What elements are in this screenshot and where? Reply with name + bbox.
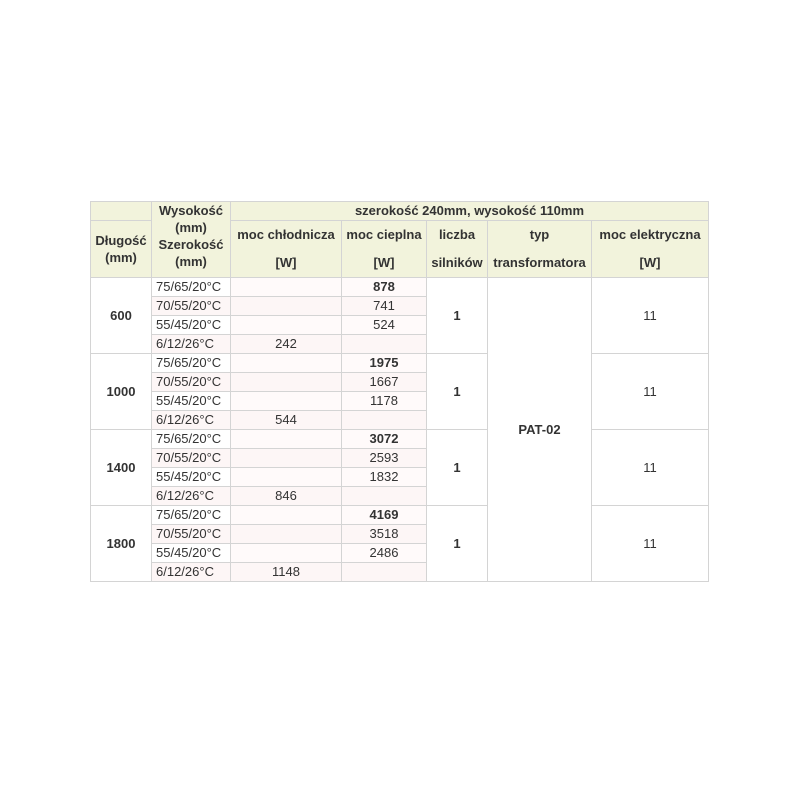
transformer-label-2: transformatora [493,255,586,270]
length-label-2: (mm) [105,250,137,265]
heating-cell: 2593 [342,449,427,468]
condition-cell: 55/45/20°C [152,316,231,335]
group-title: szerokość 240mm, wysokość 110mm [231,202,709,221]
heating-label: moc cieplna [346,227,422,242]
dim-label-1: Wysokość [158,203,224,218]
cooling-cell [231,449,342,468]
condition-cell: 70/55/20°C [152,297,231,316]
table-row [91,506,709,525]
cooling-cell [231,297,342,316]
length-cell: 1000 [91,354,152,430]
cooling-cell [231,392,342,411]
cooling-cell [231,278,342,297]
length-cell: 1800 [91,506,152,582]
header-corner [91,202,152,221]
electric-cell: 11 [592,430,709,506]
motors-label-2: silników [431,255,483,270]
table-row [91,354,709,373]
condition-cell: 55/45/20°C [152,468,231,487]
spec-table [90,201,709,582]
length-cell: 600 [91,278,152,354]
cooling-cell: 846 [231,487,342,506]
cooling-cell [231,506,342,525]
motors-cell: 1 [427,430,488,506]
cooling-cell: 242 [231,335,342,354]
dimension-header [152,202,231,278]
motors-label-1: liczba [438,227,476,242]
condition-cell: 55/45/20°C [152,544,231,563]
heating-cell [342,487,427,506]
condition-cell: 6/12/26°C [152,411,231,430]
condition-cell: 70/55/20°C [152,525,231,544]
electric-unit: [W] [639,255,661,270]
condition-cell: 6/12/26°C [152,487,231,506]
heating-cell: 878 [342,278,427,297]
heating-cell [342,411,427,430]
heating-cell: 1667 [342,373,427,392]
cooling-cell [231,468,342,487]
heating-cell: 4169 [342,506,427,525]
length-label-1: Długość [95,233,147,248]
heating-cell: 1832 [342,468,427,487]
heating-unit: [W] [373,255,395,270]
condition-cell: 6/12/26°C [152,335,231,354]
heating-header [342,221,427,278]
transformer-cell: PAT-02 [488,278,592,582]
cooling-label: moc chłodnicza [237,227,335,242]
electric-cell: 11 [592,354,709,430]
cooling-cell [231,373,342,392]
table-row [91,278,709,297]
transformer-label-1: typ [529,227,550,242]
cooling-cell [231,430,342,449]
transformer-header [488,221,592,278]
cooling-unit: [W] [275,255,297,270]
heating-cell: 3072 [342,430,427,449]
heating-cell: 1178 [342,392,427,411]
cooling-cell [231,316,342,335]
heating-cell: 3518 [342,525,427,544]
electric-label: moc elektryczna [599,227,701,242]
motors-header [427,221,488,278]
heating-cell: 1975 [342,354,427,373]
heating-cell: 741 [342,297,427,316]
heating-cell [342,563,427,582]
motors-cell: 1 [427,506,488,582]
dim-label-4: (mm) [175,254,207,269]
cooling-cell [231,525,342,544]
cooling-cell [231,544,342,563]
length-cell: 1400 [91,430,152,506]
dim-label-2: (mm) [175,220,207,235]
heating-cell [342,335,427,354]
condition-cell: 75/65/20°C [152,430,231,449]
condition-cell: 70/55/20°C [152,373,231,392]
heating-cell: 524 [342,316,427,335]
length-header [91,221,152,278]
electric-cell: 11 [592,506,709,582]
condition-cell: 70/55/20°C [152,449,231,468]
condition-cell: 75/65/20°C [152,506,231,525]
cooling-cell: 1148 [231,563,342,582]
condition-cell: 55/45/20°C [152,392,231,411]
cooling-cell [231,354,342,373]
table-body [91,278,709,582]
electric-header [592,221,709,278]
dim-label-3: Szerokość [158,237,224,252]
cooling-header [231,221,342,278]
heating-cell: 2486 [342,544,427,563]
condition-cell: 75/65/20°C [152,354,231,373]
cooling-cell: 544 [231,411,342,430]
condition-cell: 6/12/26°C [152,563,231,582]
motors-cell: 1 [427,278,488,354]
table-row [91,430,709,449]
electric-cell: 11 [592,278,709,354]
motors-cell: 1 [427,354,488,430]
condition-cell: 75/65/20°C [152,278,231,297]
